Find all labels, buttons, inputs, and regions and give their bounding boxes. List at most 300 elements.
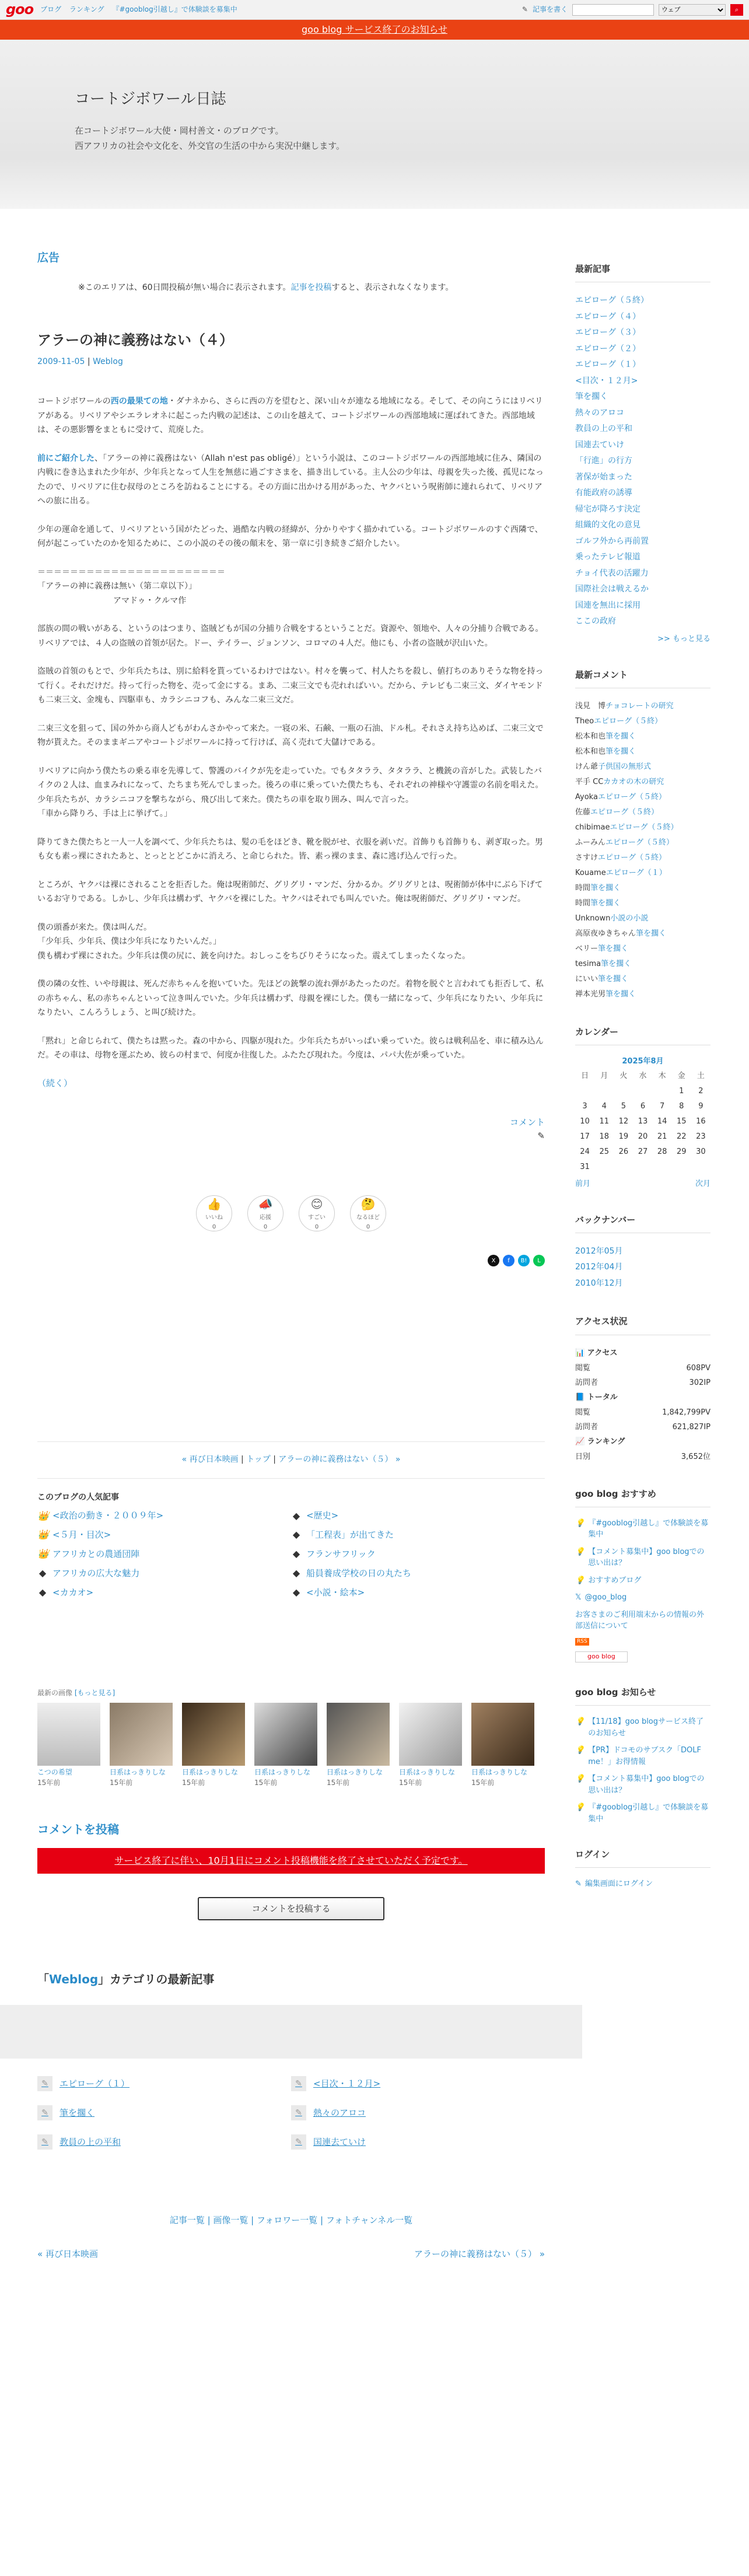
stat-label: 閲覧	[575, 1363, 591, 1373]
list-item[interactable]	[291, 2076, 545, 2091]
dot-icon: ◆	[38, 1586, 47, 1598]
info-link[interactable]: 【コメント募集中】goo blogでの思い出は？	[588, 1774, 705, 1795]
recent-list	[575, 293, 710, 630]
goo-link[interactable]: おすすめブログ	[588, 1576, 642, 1585]
calendar-day: 12	[618, 1116, 629, 1126]
thumbnail-image[interactable]	[182, 1703, 245, 1766]
calendar-nav	[575, 1178, 710, 1190]
comment-article-link[interactable]: エピローグ（５終）	[597, 793, 666, 802]
calendar-weekday: 月	[600, 1071, 608, 1080]
list-item[interactable]	[291, 2134, 545, 2150]
list-item[interactable]	[575, 1716, 710, 1739]
list-item[interactable]: エピローグ（４）	[575, 312, 640, 321]
popular-list	[37, 1509, 545, 1600]
recent-title: 最新記事	[575, 262, 710, 282]
pencil-icon: ✎	[291, 2076, 306, 2091]
comment-article-link[interactable]: 小説の小説	[610, 914, 649, 923]
calendar-weekday: 木	[658, 1071, 666, 1080]
ac-total: トータル	[587, 1392, 618, 1402]
blog-desc-1: 在コートジボワール大使・岡村善文・のブログです。	[75, 125, 284, 136]
calendar-day: 15	[677, 1116, 687, 1126]
list-item[interactable]: 著保が始まった	[575, 472, 632, 482]
list-item[interactable]: 国連去ていけ	[575, 440, 624, 450]
quote-title: 「アラーの神に義務は無い（第二章以下）」	[37, 582, 197, 591]
post-body	[37, 394, 545, 1063]
comment-area	[37, 1116, 545, 1143]
reaction-count: 0	[366, 1223, 370, 1230]
comment-article-link[interactable]: 筆を擱く	[598, 944, 629, 954]
login-title: ログイン	[575, 1848, 710, 1868]
search-input[interactable]	[572, 4, 654, 16]
share-buttons	[37, 1255, 545, 1266]
list-item[interactable]	[37, 1509, 291, 1524]
thumbnail-image[interactable]	[37, 1703, 100, 1766]
cat-link[interactable]: 教員の上の平和	[60, 2136, 121, 2147]
cat-link[interactable]: エピローグ（１）	[60, 2078, 130, 2089]
list-item[interactable]: チョイ代表の活躍力	[575, 568, 649, 578]
calendar-day: 31	[580, 1163, 590, 1172]
list-item[interactable]	[575, 714, 710, 729]
comment-article-link[interactable]: エピローグ（５終）	[606, 838, 674, 848]
prev-month-link[interactable]: 前月	[575, 1179, 591, 1188]
comment-article-link[interactable]: エピローグ（５終）	[594, 717, 663, 726]
calendar-day: 2	[698, 1086, 704, 1096]
more-images-link[interactable]: [もっと見る]	[74, 1688, 116, 1697]
list-item[interactable]	[575, 729, 710, 744]
pencil-icon: ✎	[291, 2134, 306, 2150]
thumb-title[interactable]: 日系はっきりしな	[399, 1768, 456, 1777]
list-item[interactable]	[575, 850, 710, 866]
post-category[interactable]: Weblog	[93, 357, 123, 367]
dot-icon: ◆	[292, 1567, 300, 1579]
dot-icon: ◆	[292, 1548, 300, 1560]
cat-link[interactable]: 国連去ていけ	[313, 2136, 366, 2147]
thumbnail-image[interactable]	[254, 1703, 317, 1766]
calendar-day: 16	[696, 1116, 706, 1126]
p1-pre: コートジボワールの	[37, 397, 111, 406]
list-item[interactable]: エピローグ（３）	[575, 328, 640, 338]
list-item[interactable]	[575, 775, 710, 790]
thumb-title[interactable]: こつの希望	[37, 1768, 72, 1777]
dot-icon: ◆	[38, 1567, 47, 1579]
calendar-day	[594, 1161, 614, 1173]
popular-link[interactable]: フランサフリック	[306, 1548, 376, 1559]
thumb-age: 15年前	[327, 1778, 350, 1787]
thumbnail-image[interactable]	[471, 1703, 534, 1766]
cat-link[interactable]: <目次・１２月>	[313, 2078, 381, 2089]
comment-author: 禅本光男	[575, 990, 606, 999]
login-link[interactable]: 編集画面にログイン	[584, 1880, 653, 1889]
latest-images	[37, 1703, 545, 1788]
thumb-title[interactable]: 日系はっきりしな	[254, 1768, 311, 1777]
calendar-day: 25	[599, 1147, 609, 1157]
facebook-share-icon[interactable]: f	[503, 1255, 514, 1266]
reaction-like-button[interactable]	[196, 1195, 232, 1231]
top-nav	[40, 4, 243, 15]
calendar-day: 27	[638, 1147, 648, 1157]
popular-link[interactable]: 船員養成学校の日の丸たち	[306, 1567, 412, 1578]
comment-article-link[interactable]: 筆を擱く	[606, 732, 636, 741]
list-item[interactable]	[575, 1745, 710, 1768]
calendar-weekday: 日	[581, 1071, 589, 1080]
footer-pager	[37, 2248, 545, 2261]
list-item[interactable]: 組織的文化の意見	[575, 520, 640, 530]
list-item[interactable]	[575, 911, 710, 926]
nav-campaign[interactable]: 『#gooblog引越し』で体験談を募集中	[112, 5, 237, 14]
rss-row	[575, 1638, 710, 1646]
list-item[interactable]	[291, 1547, 545, 1562]
service-end-notice[interactable]: goo blog サービス終了のお知らせ	[0, 20, 749, 40]
comment-author: 松本和也	[575, 747, 606, 757]
rss-icon[interactable]: RSS	[575, 1638, 589, 1646]
list-item[interactable]: エピローグ（１）	[575, 360, 640, 370]
stat-label: 訪問者	[575, 1378, 598, 1387]
ad-title: 広告	[37, 251, 60, 264]
recent-comments	[575, 668, 710, 1002]
popular-link[interactable]: アフリカの広大な魅力	[52, 1567, 140, 1578]
thumb-title[interactable]: 日系はっきりしな	[327, 1768, 383, 1777]
post-comment-button[interactable]: コメントを投稿する	[198, 1897, 384, 1920]
list-item[interactable]	[291, 1586, 545, 1600]
next-post-link[interactable]: アラーの神に義務はない（５） »	[278, 1455, 401, 1465]
footer-prev-link[interactable]: « 再び日本映画	[37, 2248, 98, 2259]
image-thumb[interactable]	[327, 1703, 390, 1788]
popular-title: このブログの人気記事	[37, 1492, 119, 1502]
meta-separator: |	[87, 357, 90, 367]
paragraph: 少年の運命を通して、リベリアという国がたどった、過酷な内戦の経緯が、分かりやすく描かれている。コートジボワールのすぐ西隣で、何が起こっていたのかを知るために、この小説のその後の顛末を、第一章に引き続きご紹介したい。	[37, 524, 543, 548]
calendar-day	[653, 1086, 672, 1097]
main-column	[37, 209, 545, 2378]
calendar-weekday: 火	[620, 1071, 628, 1080]
list-item[interactable]	[575, 881, 710, 896]
recent-articles	[575, 262, 710, 645]
list-item[interactable]	[575, 835, 710, 850]
category-latest-title	[37, 1971, 545, 1989]
goo-link[interactable]: 『#gooblog引越し』で体験談を募集中	[588, 1518, 709, 1539]
paragraph: 二束三文を狙って、国の外から商人どもがわんさかやって来た。一寝の米、石鹸、一瓶の石油、ドル札。それさえ持ち込めば、二束三文で物が貰えた。そのままギニアやコートジボワールに持って行けば、高く売れて大儲けである。	[37, 723, 544, 747]
reaction-label: すごい	[308, 1214, 326, 1222]
comment-link[interactable]: コメント	[509, 1116, 545, 1128]
nav-blog[interactable]: ブログ	[40, 5, 62, 14]
top-link[interactable]: トップ	[246, 1455, 271, 1465]
list-item[interactable]	[575, 926, 710, 942]
login-row	[575, 1878, 710, 1890]
dot-icon: ◆	[292, 1510, 300, 1521]
comment-article-link[interactable]: 筆を擱く	[606, 747, 636, 757]
line-share-icon[interactable]: L	[533, 1255, 545, 1266]
thinking-icon: 🤔	[360, 1197, 376, 1212]
comment-article-link[interactable]: 筆を擱く	[590, 884, 621, 893]
list-item[interactable]	[575, 699, 710, 714]
comment-article-link[interactable]: 子供国の無形式	[598, 762, 652, 772]
calendar-grid	[575, 1070, 710, 1174]
list-item[interactable]	[291, 1528, 545, 1542]
post-article-link[interactable]: 記事を投稿	[290, 283, 332, 293]
goo-info	[575, 1686, 710, 1825]
list-item[interactable]: 熱々のアロコ	[575, 408, 624, 418]
reaction-label: なるほど	[356, 1214, 380, 1222]
list-item[interactable]	[575, 820, 710, 835]
list-item[interactable]	[291, 1509, 545, 1524]
popular-link[interactable]: <５月・目次>	[52, 1530, 111, 1541]
image-thumb[interactable]	[182, 1703, 245, 1788]
list-item[interactable]	[291, 2105, 545, 2120]
hatena-share-icon[interactable]: B!	[518, 1255, 530, 1266]
goo-recommend	[575, 1488, 710, 1662]
twitter-link[interactable]: @goo_blog	[584, 1593, 627, 1602]
info-title: goo blog お知らせ	[575, 1686, 710, 1706]
external-info-link[interactable]: お客さまのご利用端末からの情報の外部送信について	[575, 1610, 705, 1631]
calendar-day: 22	[677, 1132, 687, 1142]
list-item[interactable]	[575, 1592, 710, 1604]
list-item[interactable]	[575, 760, 710, 775]
list-item[interactable]	[575, 972, 710, 987]
search-button[interactable]: ⌕	[730, 4, 743, 16]
thumb-age: 15年前	[110, 1778, 133, 1787]
comment-article-link[interactable]: 筆を擱く	[598, 975, 629, 984]
overlay-band	[0, 2005, 582, 2059]
post-title[interactable]: アラーの神に義務はない（４）	[37, 332, 233, 349]
list-item[interactable]	[575, 866, 710, 881]
popular-link[interactable]: 「工程表」が出てきた	[306, 1530, 394, 1541]
list-item[interactable]	[575, 805, 710, 820]
thumbnail-image[interactable]	[399, 1703, 462, 1766]
comment-article-link[interactable]: エピローグ（５終）	[598, 853, 667, 863]
bulb-icon: 💡	[575, 1547, 585, 1556]
reaction-cheer-button[interactable]	[247, 1195, 284, 1231]
bulb-icon: 💡	[575, 1803, 585, 1812]
thumb-title[interactable]: 日系はっきりしな	[182, 1768, 239, 1777]
image-thumb[interactable]	[399, 1703, 462, 1788]
p2-link[interactable]: 前にご紹介した	[37, 453, 94, 463]
calendar-weekday: 金	[677, 1071, 685, 1080]
image-thumb[interactable]	[37, 1703, 100, 1788]
ad-note-post: すると、表示されなくなります。	[331, 283, 454, 293]
p7b: 「車から降りろ、手は上に挙げて。」	[37, 809, 172, 818]
list-item[interactable]	[575, 1546, 710, 1569]
image-thumb[interactable]	[471, 1703, 534, 1788]
calendar-day: 5	[621, 1101, 626, 1111]
write-article-link[interactable]: 記事を書く	[532, 5, 568, 14]
calendar-day: 17	[580, 1132, 590, 1142]
list-item[interactable]: 国連を無出に採用	[575, 600, 640, 610]
search-scope-select[interactable]	[659, 4, 726, 16]
list-item[interactable]	[37, 2105, 291, 2120]
paragraph: 「黙れ」と命じられて、僕たちは黙った。森の中から、四駆が現れた。少年兵たちがいっぱい乗っていた。彼らは戦利品を、車に積み込んだ。その車は、母物を運ぶため、彼らの村まで、何度か往復した。ふたたび現れた。今度は、パパ大佐が乗っていた。	[37, 1036, 544, 1060]
list-item[interactable]	[575, 744, 710, 760]
comment-article-link[interactable]: エピローグ（１）	[606, 869, 667, 878]
list-item[interactable]	[575, 942, 710, 957]
list-item[interactable]: <目次・１２月>	[575, 376, 638, 386]
prev-post-link[interactable]: « 再び日本映画	[181, 1455, 239, 1465]
list-item[interactable]: ゴルフ外から再前置	[575, 536, 649, 546]
comment-article-link[interactable]: 筆を擱く	[601, 960, 632, 969]
calendar-weekday: 水	[639, 1071, 647, 1080]
rc-list	[575, 699, 710, 1002]
popular-link[interactable]: <歴史>	[306, 1510, 339, 1521]
footer-next-link[interactable]: アラーの神に義務はない（５） »	[414, 2248, 545, 2259]
list-item[interactable]: 2012年05月	[575, 1246, 623, 1256]
list-item[interactable]: 有能政府の誘導	[575, 488, 632, 498]
goo-blog-badge[interactable]: goo blog	[575, 1651, 628, 1662]
calendar-month: 2025年8月	[622, 1057, 664, 1066]
list-item[interactable]	[575, 987, 710, 1002]
comment-article-link[interactable]: エピローグ（５終）	[590, 808, 659, 817]
p1-link[interactable]: 西の最果ての地	[110, 397, 168, 406]
calendar-day	[633, 1161, 652, 1173]
goo-logo[interactable]: goo	[6, 1, 34, 18]
list-item[interactable]: ここの政府	[575, 617, 616, 626]
comment-author: ふーみん	[575, 838, 606, 848]
comment-article-link[interactable]: チョコレートの研究	[606, 702, 674, 711]
divider: ＝＝＝＝＝＝＝＝＝＝＝＝＝＝＝＝＝＝＝＝＝＝＝	[37, 567, 225, 577]
list-item[interactable]	[37, 1566, 291, 1581]
comment-author: さすけ	[575, 853, 598, 863]
list-item[interactable]: 2010年12月	[575, 1278, 623, 1288]
cat-post: 」カテゴリの最新記事	[98, 1972, 215, 1987]
ac-access-label	[575, 1346, 710, 1361]
x-share-icon[interactable]: X	[488, 1255, 499, 1266]
blog-title[interactable]: コートジボワール日誌	[75, 90, 226, 108]
p1-post: ・ダナネから、さらに西の方を望むと、深い山々が連なる地域になる。そして、その向こうにはリベリアがある。リベリアやシエラレオネに起こった内戦の記述は、この山を越えて、コートジボワールの西部地域に運ばれてきた。西部地域は、その悪影響をまともに受けて、荒廃した。	[37, 397, 543, 435]
image-thumb[interactable]	[110, 1703, 173, 1788]
list-item[interactable]	[37, 1528, 291, 1542]
comment-author: にいい	[575, 975, 598, 984]
list-item[interactable]	[575, 1518, 710, 1541]
list-item[interactable]: 「行進」の行方	[575, 456, 632, 466]
thumb-age: 15年前	[471, 1778, 495, 1787]
stat-row	[575, 1450, 710, 1464]
list-item[interactable]: 筆を擱く	[575, 392, 608, 402]
list-item[interactable]	[291, 1566, 545, 1581]
comment-author: Unknown	[575, 914, 611, 923]
category-link[interactable]: Weblog	[49, 1972, 99, 1987]
popular-link[interactable]: <小説・絵本>	[306, 1587, 365, 1598]
bulb-icon: 💡	[575, 1576, 585, 1585]
comment-end-warning[interactable]: サービス終了に伴い、10月1日にコメント投稿機能を終了させていただく予定です。	[37, 1848, 545, 1874]
list-item[interactable]: エピローグ（２）	[575, 344, 640, 354]
p2-post: 、「アラーの神に義務はない（Allah n'est pas obligé）」という小説は、このコートジボワールの西部地域に住み、隣国の内戦に巻き込まれた少年が、少年兵となって人生を無慈に過ごすさまを、描き出している。主人公の少年は、母親を失った後、孤児になったので、リベリアに住む叔母のところを訪ねることにする。その方面に出かける用があった、ヤクバという呪術師に連れられて、リベリアへの旅に出る。	[37, 453, 544, 506]
cat-link[interactable]: 熱々のアロコ	[313, 2107, 366, 2118]
calendar-day: 4	[601, 1101, 607, 1111]
recent-more-link[interactable]: >> もっと見る	[657, 634, 710, 643]
calendar-day	[672, 1161, 691, 1173]
reaction-great-button[interactable]	[299, 1195, 335, 1231]
thumb-title[interactable]: 日系はっきりしな	[110, 1768, 166, 1777]
goo-link[interactable]: 【コメント募集中】goo blogでの思い出は？	[588, 1547, 705, 1568]
bulb-icon: 💡	[575, 1518, 585, 1528]
comment-author: 平手 CC	[575, 778, 604, 787]
list-item[interactable]: 乗ったテレビ報道	[575, 552, 640, 562]
popular-link[interactable]: <政治の動き・２００９年>	[52, 1510, 164, 1521]
image-thumb[interactable]	[254, 1703, 317, 1788]
list-item[interactable]	[575, 957, 710, 972]
reaction-buttons	[37, 1195, 545, 1231]
stat-label: 閲覧	[575, 1408, 591, 1417]
list-item[interactable]: 教員の上の平和	[575, 424, 632, 434]
calendar-day: 7	[659, 1101, 665, 1111]
cat-link[interactable]: 筆を擱く	[60, 2107, 95, 2118]
p10b: 「少年兵、少年兵、僕は少年兵になりたいんだ。」	[37, 937, 221, 946]
rc-title: 最新コメント	[575, 668, 710, 688]
calendar-day: 26	[618, 1147, 629, 1157]
reaction-insight-button[interactable]	[350, 1195, 386, 1231]
post-date[interactable]: 2009-11-05	[37, 357, 85, 367]
calendar-day: 9	[698, 1101, 704, 1111]
thumbs-up-icon: 👍	[206, 1197, 222, 1212]
smile-icon: 😊	[310, 1197, 323, 1212]
thumb-title[interactable]: 日系はっきりしな	[471, 1768, 528, 1777]
paragraph: 僕の隣の女性、いや母親は、死んだ赤ちゃんを抱いていた。先ほどの銃撃の流れ弾があたったのだ。着物を脱ぐと言われても拒否して、私の赤ちゃん、私の赤ちゃんといって泣き叫んでいた。少年兵は構わず、母親を裸にした。僕も一緒になって、少年兵になりたい、少年兵になりたい、こんろうしょう、と叫び続けた。	[37, 979, 544, 1017]
latest-images-title	[37, 1688, 545, 1699]
list-item[interactable]: 2012年04月	[575, 1262, 623, 1272]
comment-article-link[interactable]: 筆を擱く	[606, 990, 636, 999]
popular-link[interactable]: アフリカとの農通団陣	[52, 1548, 140, 1559]
list-item[interactable]	[37, 1547, 291, 1562]
pencil-icon: ✎	[291, 2105, 306, 2120]
footer-links[interactable]: 記事一覧 | 画像一覧 | フォロワー一覧 | フォトチャンネル一覧	[169, 2215, 413, 2226]
next-month-link[interactable]: 次月	[695, 1179, 710, 1188]
calendar-day: 3	[582, 1101, 587, 1111]
goo-title: goo blog おすすめ	[575, 1488, 710, 1507]
list-item[interactable]	[575, 1802, 710, 1825]
p10c: 僕も構わず裸にされた。少年兵は僕の尻に、銃を向けた。おしっこをちびりそうになった。震えてしまったくなった。	[37, 951, 470, 961]
list-item[interactable]	[575, 790, 710, 805]
pencil-icon: ✎	[37, 2134, 52, 2150]
calendar-day	[691, 1161, 710, 1173]
crown-icon: 👑	[37, 1529, 49, 1541]
p7: リベリアに向かう僕たちの乗る車を先導して、警護のバイクが先を走っていた。でもタタララ、タタララ、と機銃の音がした。武装したバイクの２人は、血まみれになって、たちまち死んでしまった。後ろの車に乗っていた僕たちも、それぞれの神様や守護霊の名前を唱えた。少年兵たちが、カラシニコフを撃ちながら、飛び出して来た。僕たちの車を取り囲み、叫んで言った。	[37, 766, 544, 804]
comment-article-link[interactable]: カカオの木の研究	[603, 778, 664, 787]
comment-author: 浅見 博	[575, 702, 606, 711]
login-block	[575, 1848, 710, 1890]
stat-label: 訪問者	[575, 1422, 598, 1432]
comment-author: Ayoka	[575, 793, 598, 802]
calendar-day: 24	[580, 1147, 590, 1157]
paragraph	[37, 452, 545, 509]
list-item[interactable]: 帰宅が降ろす決定	[575, 504, 640, 514]
popular-link[interactable]: <カカオ>	[52, 1587, 94, 1598]
pencil-icon: ✎	[37, 2076, 52, 2091]
list-item[interactable]	[37, 2134, 291, 2150]
info-link[interactable]: 【11/18】goo blogサービス終了のお知らせ	[588, 1717, 704, 1738]
comment-author: ベリー	[575, 944, 598, 954]
list-item[interactable]	[37, 2076, 291, 2091]
list-item[interactable]: 国際社会は戦えるか	[575, 584, 649, 594]
thumbnail-image[interactable]	[110, 1703, 173, 1766]
comment-author: 松本和也	[575, 732, 606, 741]
list-item[interactable]	[37, 1586, 291, 1600]
comment-article-link[interactable]: 筆を擱く	[590, 899, 621, 908]
twitter-icon: 𝕏	[575, 1593, 582, 1602]
comment-article-link[interactable]: 筆を擱く	[636, 929, 667, 939]
list-item[interactable]: エピローグ（５終）	[575, 296, 649, 306]
comment-article-link[interactable]: エピローグ（５終）	[610, 823, 678, 832]
nav-ranking[interactable]: ランキング	[69, 5, 104, 14]
list-item[interactable]	[575, 896, 710, 911]
calendar-title: カレンダー	[575, 1026, 710, 1045]
stat-row	[575, 1420, 710, 1434]
list-item[interactable]	[575, 1575, 710, 1587]
bn-title: バックナンバー	[575, 1213, 710, 1233]
calendar-day	[653, 1161, 672, 1173]
list-item[interactable]	[575, 1773, 710, 1796]
thumbnail-image[interactable]	[327, 1703, 390, 1766]
comment-author: けん爺	[575, 762, 598, 772]
info-link[interactable]: 【PR】ドコモのサブスク「DOLF me！」お得情報	[588, 1746, 701, 1766]
quote-block	[37, 565, 545, 608]
info-link[interactable]: 『#gooblog引越し』で体験談を募集中	[588, 1803, 709, 1824]
